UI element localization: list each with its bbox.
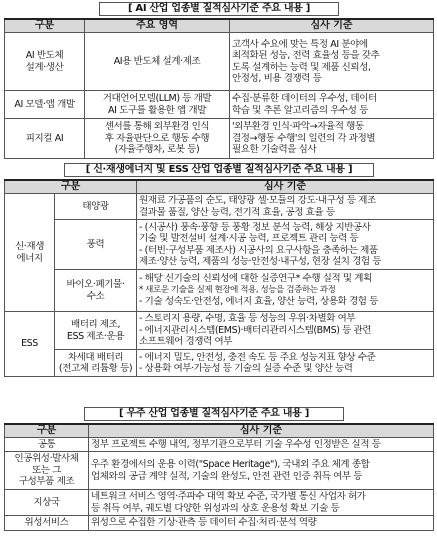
sub-line: 배터리 제조, bbox=[70, 319, 121, 330]
space-row-category bbox=[5, 490, 89, 516]
energy-section-title: [ 신·재생에너지 및 ESS 산업 업종별 질적심사기준 주요 내용 ] bbox=[64, 163, 374, 177]
space-row-category bbox=[5, 438, 89, 452]
criteria-line: - (터빈·구성부품 제조사) 시공사의 요구사항을 충족하는 제품 bbox=[139, 244, 378, 256]
space-section bbox=[4, 407, 433, 539]
table-row bbox=[5, 312, 434, 350]
criteria-line: 정부 프로젝트 수행 내역, 정부기관으로부터 기술 우수성 인정받은 실적 등 bbox=[91, 438, 381, 450]
category-line: ESS bbox=[21, 338, 38, 350]
sub-line: 풍력 bbox=[86, 238, 105, 250]
ai-row-area bbox=[85, 119, 230, 159]
criteria-line: - 에너지 밀도, 안전성, 충전 속도 등 주요 성능지표 향상 수준 bbox=[139, 351, 376, 363]
area-line: 후 자율판단으로 행동 수행 bbox=[104, 132, 210, 144]
ai-row-category bbox=[5, 91, 85, 119]
category-line: 에너지 bbox=[16, 252, 43, 264]
table-row bbox=[5, 194, 434, 220]
table-row bbox=[5, 438, 434, 452]
energy-sub-category bbox=[55, 220, 137, 270]
energy-criteria bbox=[137, 350, 434, 377]
criteria-line: 등 취득 여부, 궤도별 다양한 위성과의 상호 운용성 확보 기술 등 bbox=[91, 502, 340, 514]
criteria-line: 소프트웨어 경쟁력 여부 bbox=[139, 336, 233, 348]
energy-table bbox=[4, 179, 434, 377]
criteria-line: 제조·양산 능력, 제품의 성능·안전성·내구성, 현장 설치 경험 등 bbox=[139, 256, 382, 267]
criteria-line: - 상용화 여부·가능성 등 기술의 실증 수준 및 양산 능력 bbox=[139, 363, 353, 374]
energy-header-category: 구분 bbox=[5, 180, 137, 194]
criteria-line: - 에너지관리시스템(EMS)·배터리관리시스템(BMS) 등 관련 bbox=[139, 324, 372, 336]
energy-criteria bbox=[137, 220, 434, 270]
table-row bbox=[5, 452, 434, 490]
ai-header-area: 주요 영역 bbox=[85, 19, 230, 33]
ai-section bbox=[4, 2, 433, 160]
criteria-line: - 기술 성숙도·안전성, 에너지 효율, 양산 능력, 상용화 경험 등 bbox=[139, 296, 378, 308]
space-section-title: [ 우주 산업 업종별 질적심사기준 주요 내용 ] bbox=[84, 407, 344, 421]
criteria-line: 학습 및 추론 알고리즘의 우수성 등 bbox=[232, 104, 368, 116]
criteria-line: 결과물 품질, 양산 능력, 전기적 효율, 공정 효율 등 bbox=[139, 206, 335, 218]
category-line: AI 반도체 bbox=[25, 50, 64, 61]
ai-table bbox=[4, 18, 434, 159]
energy-group-category bbox=[5, 194, 55, 312]
space-row-criteria bbox=[89, 516, 434, 531]
footnote-line: * 새로운 기술을 실제 현장에 적용, 성능을 검증하는 과정 bbox=[139, 284, 336, 295]
sub-line: 태양광 bbox=[82, 200, 109, 212]
criteria-line: 수집·분류한 데이터의 우수성, 데이터 bbox=[232, 93, 377, 104]
category-line: 위성서비스 bbox=[24, 517, 69, 529]
energy-criteria bbox=[137, 270, 434, 312]
table-row bbox=[5, 119, 434, 159]
space-header-category: 구분 bbox=[5, 424, 89, 438]
ai-row-area: AI용 반도체 설계·제조 bbox=[85, 33, 230, 91]
criteria-line: 고객사 수요에 맞는 특정 AI 분야에 bbox=[232, 38, 368, 50]
sub-line: 수소 bbox=[86, 290, 105, 302]
criteria-line: - 해당 신기술의 신뢰성에 대한 실증연구* 수행 실적 및 계획 bbox=[139, 273, 372, 285]
energy-sub-category bbox=[55, 194, 137, 220]
sub-line: (전고체 리튬황 등) bbox=[58, 363, 133, 374]
criteria-line: 업체와의 공급 계약 실적, 기술의 완성도, 안전 관련 인증 취득 여부 등 bbox=[91, 470, 363, 482]
space-header-criteria: 심사 기준 bbox=[89, 424, 434, 438]
table-row bbox=[5, 270, 434, 312]
criteria-line: 네트워크 서비스 영역·주파수 대역 확보 수준, 국가별 통신 사업자 허가 bbox=[91, 491, 366, 502]
area-line: (자율주행차, 로봇 등) bbox=[114, 144, 200, 156]
table-row bbox=[5, 490, 434, 516]
ai-header-criteria: 심사 기준 bbox=[230, 19, 434, 33]
criteria-line: 최적화된 성능, 전력 효율성 등을 갖추 bbox=[232, 50, 380, 61]
criteria-line: 위성으로 수집한 기상·관측 등 데이터 수집·처리·분석 역량 bbox=[91, 517, 317, 529]
table-row bbox=[5, 350, 434, 377]
space-row-criteria bbox=[89, 490, 434, 516]
ai-section-title: [ AI 산업 업종별 질적심사기준 주요 내용 ] bbox=[99, 2, 339, 16]
category-line: 또는 그 bbox=[32, 464, 61, 476]
space-row-category bbox=[5, 452, 89, 490]
criteria-line: 필요한 기술력을 심사 bbox=[232, 144, 317, 156]
ai-row-area bbox=[85, 91, 230, 119]
criteria-line: 원재료 가공품의 순도, 태양광 셀·모듈의 강도·내구성 등 제조 bbox=[139, 195, 376, 206]
space-row-category bbox=[5, 516, 89, 531]
category-line: AI 모델·앱 개발 bbox=[14, 98, 75, 110]
energy-group-category bbox=[5, 312, 55, 377]
criteria-line: - (시공사) 풍속·풍향 등 풍황 정보 분석 능력, 해상 지반공사 bbox=[139, 221, 371, 233]
energy-sub-category bbox=[55, 312, 137, 350]
space-table bbox=[4, 423, 434, 531]
table-row bbox=[5, 33, 434, 91]
category-line: 구성부품 제조 bbox=[18, 476, 75, 488]
space-row-criteria bbox=[89, 452, 434, 490]
criteria-line: 기술 및 발전설비 설계·시공 능력, 프로젝트 관리 능력 등 bbox=[139, 233, 359, 244]
ai-row-criteria bbox=[230, 33, 434, 91]
criteria-line: 결정→행동 수행'의 일련의 각 과정별 bbox=[232, 132, 376, 144]
energy-sub-category bbox=[55, 350, 137, 377]
ai-row-category bbox=[5, 119, 85, 159]
table-row bbox=[5, 516, 434, 531]
category-line: 지상국 bbox=[33, 496, 60, 508]
energy-sub-category bbox=[55, 270, 137, 312]
ai-row-criteria bbox=[230, 91, 434, 119]
table-row bbox=[5, 220, 434, 270]
category-line: 피지컬 AI bbox=[25, 132, 64, 144]
category-line: 신·재생 bbox=[15, 241, 44, 252]
area-line: 센서를 통해 외부환경 인식 bbox=[104, 121, 210, 133]
area-line: 거대언어모델(LLM) 등 개발 bbox=[102, 93, 212, 104]
energy-header-criteria: 심사 기준 bbox=[137, 180, 434, 194]
sub-line: 차세대 배터리 bbox=[67, 351, 124, 363]
energy-section bbox=[4, 163, 433, 403]
criteria-line: 우주 환경에서의 운용 이력("Space Heritage"), 국내외 주요 체계 종합 bbox=[91, 459, 370, 470]
category-line: 공통 bbox=[37, 438, 56, 450]
category-line: 설계·생산 bbox=[25, 61, 64, 73]
category-line: 인공위성·발사체 bbox=[14, 453, 79, 465]
sub-line: ESS 제조·운용 bbox=[66, 330, 125, 342]
space-row-criteria bbox=[89, 438, 434, 452]
table-row bbox=[5, 91, 434, 119]
ai-row-criteria bbox=[230, 119, 434, 159]
area-line: AI 도구를 활용한 앱 개발 bbox=[108, 104, 206, 116]
criteria-line: - 스토리지 용량, 수명, 효율 등 성능의 우위·차별화 여부 bbox=[139, 313, 356, 325]
ai-header-category: 구분 bbox=[5, 19, 85, 33]
sub-line: 바이오·폐기물· bbox=[66, 279, 125, 290]
energy-criteria bbox=[137, 194, 434, 220]
criteria-line: 도록 설계하는 능력 및 제품 신뢰성, bbox=[232, 61, 371, 73]
energy-criteria bbox=[137, 312, 434, 350]
criteria-line: '외부환경 인식·파악→자율적 행동 bbox=[232, 121, 364, 133]
criteria-line: 안정성, 비용 경쟁력 등 bbox=[232, 73, 322, 84]
ai-row-category bbox=[5, 33, 85, 91]
